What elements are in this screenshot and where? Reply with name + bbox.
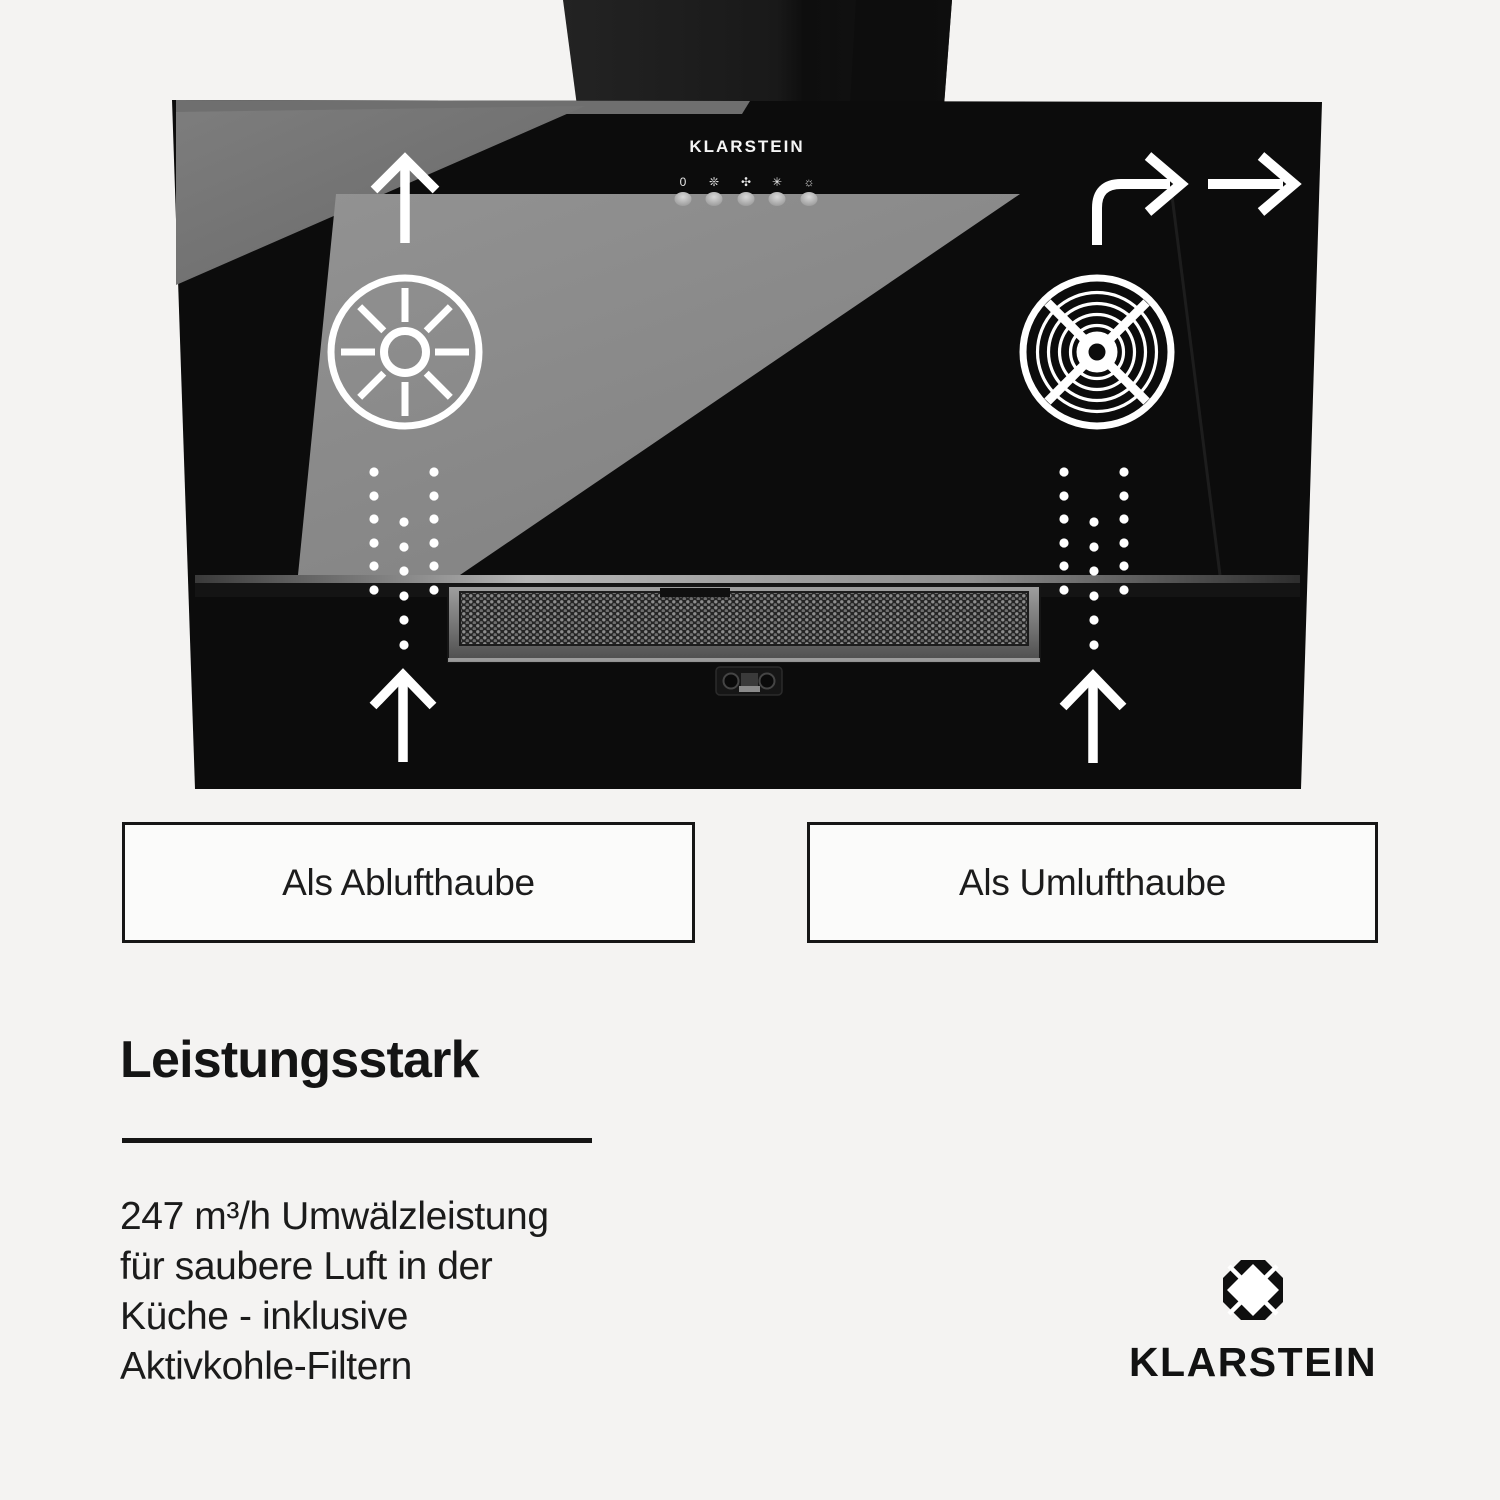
section-body [120, 1192, 740, 1392]
body-line: für saubere Luft in der [120, 1245, 493, 1288]
control-button [769, 192, 786, 206]
control-button [738, 192, 755, 206]
filter-latch [716, 667, 782, 695]
control-icon-speed3: ✳ [771, 175, 783, 189]
mode-label-exhaust-text: Als Ablufthaube [282, 861, 535, 903]
mode-label-exhaust [122, 822, 695, 943]
control-button [706, 192, 723, 206]
hood-brand-text: KLARSTEIN [689, 137, 805, 156]
control-icon-speed2: ✣ [740, 175, 752, 189]
section-heading: Leistungsstark [120, 1031, 479, 1089]
body-line: Küche - inklusive [120, 1295, 409, 1338]
heading-underline [122, 1138, 592, 1143]
body-line: Aktivkohle-Filtern [120, 1345, 412, 1388]
control-icon-speed1: ❊ [708, 175, 720, 189]
klarstein-logo [1100, 1260, 1406, 1386]
glass-bottom-edge [195, 575, 1300, 583]
control-button [801, 192, 818, 206]
grease-filter [448, 586, 1040, 662]
klarstein-wordmark: KLARSTEIN [1128, 1339, 1378, 1385]
mode-label-recirculation [807, 822, 1378, 943]
chimney-duct [563, 0, 952, 106]
control-button [675, 192, 692, 206]
body-line: 247 m³/h Umwälzleistung [120, 1195, 549, 1238]
mode-label-recirculation-text: Als Umlufthaube [959, 861, 1226, 903]
control-icon-light: ☼ [803, 175, 815, 189]
control-icon-off: 0 [679, 175, 687, 189]
klarstein-logo-icon [1223, 1260, 1283, 1325]
